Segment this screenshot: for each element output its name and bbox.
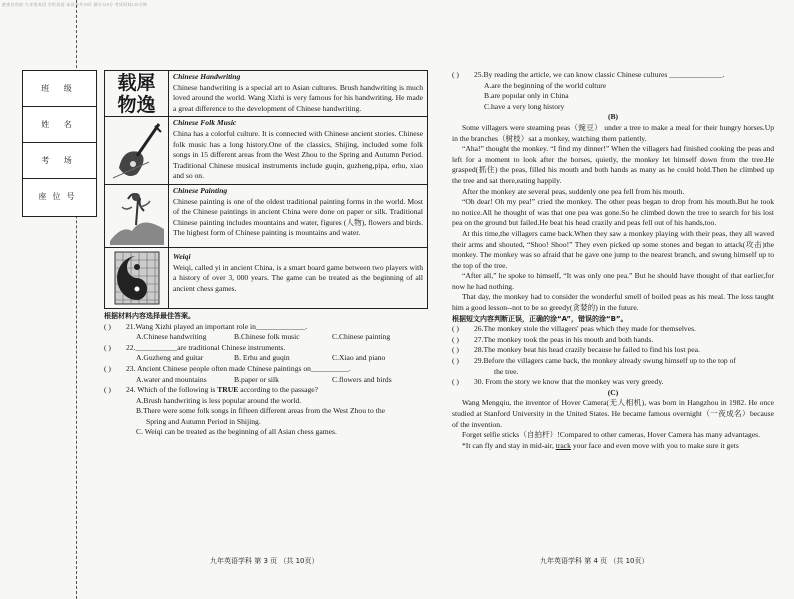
- answer-paren: ( ): [104, 385, 111, 395]
- answer-paren: ( ): [452, 356, 459, 366]
- passage-paragraph: Forget selfie sticks（自拍杆）!Compared to other cameras, Hover Camera has many advantages.: [462, 430, 761, 440]
- question-21: [104, 322, 430, 333]
- question-29: [452, 356, 774, 367]
- section-text: Chinese painting is one of the oldest traditional painting forms in the world. Most of the Chinese paintings in ancient China were done on paper or silk. Traditional Chinese painting includes mountains and water, figures (人物), flowers and birds. The highest form of Chinese painting is mountains and water.: [173, 196, 423, 238]
- passage-paragraph: That day, the monkey had to consider the wonderful smell of boiled peas as his meal. The loss taught him a good lesson--not to be so greedy(贪婪的) in the future.: [452, 292, 774, 313]
- text-part: *It can fly and stay in mid-air,: [462, 440, 556, 450]
- question-24: [104, 385, 430, 396]
- instruction: 根据材料内容选择最佳答案。: [104, 311, 195, 320]
- weiqi-board-image: [105, 248, 169, 308]
- question-text: 23. Ancient Chinese people often made Chinese paintings on__________.: [126, 363, 351, 373]
- question-text: 26.The monkey stole the villagers' peas which they made for themselves.: [474, 324, 696, 334]
- question-text: 22.___________are traditional Chinese instruments.: [126, 342, 286, 352]
- info-name: 姓 名: [23, 107, 96, 143]
- section-text: Chinese handwriting is a special art to Asian cultures. Brush handwriting is much loved around the world. Wang Xizhi is very famous for his handwriting. He made a great difference to the development of Chinese handwriting.: [173, 82, 423, 113]
- passage-paragraph: After the monkey ate several peas, suddenly one pea fell from his mouth.: [462, 186, 685, 196]
- page-3: [104, 70, 430, 438]
- passage-paragraph: Some villagers were steaming peas（豌豆） under a tree to make a meal for their hungry horses.Up in the branches（树枝）sat a monkey, watching them patiently.: [452, 122, 774, 143]
- answer-paren: ( ): [452, 345, 459, 355]
- question-23: [104, 364, 430, 375]
- option: B. Erhu and guqin: [234, 353, 290, 363]
- info-room: 考 场: [23, 143, 96, 179]
- footer-page-3: 九年英语学科 第 3 页 （共 10页）: [210, 557, 319, 565]
- option: B.are popular only in China: [484, 91, 569, 101]
- header-topline: 绝密启用前 九年级英语 学科试卷 本试卷共10页 满分120分 考试时间120分钟: [2, 2, 148, 7]
- table-row: [105, 185, 427, 248]
- section-c-heading: (C): [607, 387, 619, 397]
- option: C.have a very long history: [484, 101, 565, 111]
- culture-table: [104, 70, 428, 309]
- answer-paren: ( ): [452, 334, 459, 344]
- underlined-word: track: [555, 440, 571, 450]
- answer-paren: ( ): [104, 363, 111, 373]
- question-text: 30. From the story we know that the monkey was very greedy.: [474, 377, 664, 387]
- section-title: Weiqi: [173, 251, 191, 261]
- answer-paren: ( ): [452, 70, 459, 79]
- option: C.flowers and birds: [332, 374, 392, 384]
- question-text: 29.Before the villagers came back, the monkey already swung himself up to the top of: [474, 356, 736, 366]
- section-text: Weiqi, called yi in ancient China, is a smart board game between two players with a history of over 3, 000 years. The game can be treated as the beginning of all ancient chess games.: [173, 262, 423, 293]
- option: B.Chinese folk music: [234, 332, 300, 342]
- option: A.are the beginning of the world culture: [484, 80, 607, 90]
- option: C.Chinese painting: [332, 332, 391, 342]
- option-continued: Spring and Autumn Period in Shijing.: [146, 416, 261, 426]
- student-info-box: [22, 70, 97, 217]
- question-emphasis: TRUE: [217, 385, 239, 395]
- section-title: Chinese Painting: [173, 185, 228, 195]
- option: B.paper or silk: [234, 374, 279, 384]
- option: A.Chinese handwriting: [136, 332, 207, 342]
- section-text: China has a colorful culture. It is connected with Chinese ancient stories. Chinese folk music has a long history.One of the classics, Shijing, included some folk songs in 15 different areas from the West Zhou to the Spring and Autumn Period. Traditional Chinese musical instruments include guqin, guzheng,pipa, erhu, xiao and so on.: [173, 128, 423, 181]
- question-text: 27.The monkey took the peas in his mouth and both hands.: [474, 334, 654, 344]
- glyph: 犀: [136, 71, 156, 94]
- glyph: 物: [117, 93, 137, 116]
- passage-paragraph: “Oh dear! Oh my pea!” cried the monkey. The other peas began to drop from his mouth.But he took no notice.All he thought of was that one pea was gone.So he climbed down the tree to search for his lost pea on the ground but failed.He beat his head crazily and peas fell out of his hands,too.: [452, 197, 774, 228]
- options-23: [104, 375, 430, 386]
- option: C. Weiqi can be treated as the beginning of all Asian chess games.: [136, 427, 337, 437]
- calligraphy-image: [105, 71, 169, 116]
- question-22: [104, 343, 430, 354]
- question-30: [452, 377, 774, 388]
- question-text-continued: the tree.: [494, 366, 519, 376]
- question-text-part: 24. Which of the following is: [126, 385, 218, 395]
- section-title: Chinese Folk Music: [173, 118, 237, 128]
- page-4: [452, 70, 774, 451]
- footer-page-4: 九年英语学科 第 4 页 （共 10页）: [540, 557, 649, 565]
- question-25: [452, 70, 774, 81]
- question-text: 28.The monkey beat his head crazily because he failed to find his lost pea.: [474, 345, 700, 355]
- question-28: [452, 345, 774, 356]
- painting-image: [105, 185, 169, 247]
- option: A.water and mountains: [136, 374, 207, 384]
- glyph: 载: [117, 71, 137, 94]
- table-row: [105, 117, 427, 185]
- question-27: [452, 335, 774, 346]
- question-26: [452, 324, 774, 335]
- question-text: [126, 385, 430, 396]
- question-text: 21.Wang Xizhi played an important role in_____________.: [126, 321, 308, 331]
- text-part: your face and even move with you to make sure it gets: [570, 440, 739, 450]
- answer-paren: ( ): [104, 342, 111, 352]
- option: B.There were some folk songs in fifteen different areas from the West Zhou to the: [136, 406, 385, 416]
- option: A.Guzheng and guitar: [136, 353, 204, 363]
- answer-paren: ( ): [452, 324, 459, 334]
- passage-paragraph: “Aha!” thought the monkey. “I find my dinner!” When the villagers had finished cooking the peas and left for a moment to look after the horses, quietly, the monkey let himself down from the tree.He grasped(抓住) the peas, filled his mouth and both hands as many as he could hold.Then he climbed up the tree and sat there,eating happily.: [452, 144, 774, 185]
- info-class: 班 级: [23, 71, 96, 107]
- question-text-part: according to the passage?: [238, 385, 318, 395]
- pipa-image: [105, 117, 169, 184]
- answer-paren: ( ): [104, 321, 111, 331]
- passage-paragraph: At this time,the villagers came back.When they saw a monkey playing with their peas, they all waved their arms and shouted, “Shoo! Shoo!” They even picked up some stones and began to attack(攻击)the monkey. The monkey was so afraid that he gave one jump to the nearest branch, and swung himself up to the top of the tree.: [452, 228, 774, 270]
- section-title: Chinese Handwriting: [173, 72, 241, 81]
- option: A.Brush handwriting is less popular around the world.: [136, 395, 302, 405]
- passage-paragraph: [452, 441, 774, 452]
- table-row: [105, 71, 427, 117]
- question-text: 25.By reading the article, we can know classic Chinese cultures ______________.: [474, 70, 725, 79]
- options-21: [104, 332, 430, 343]
- options-22: [104, 353, 430, 364]
- section-b-heading: (B): [607, 112, 619, 122]
- passage-paragraph: Wang Mengqiu, the inventor of Hover Camera(无人相机), was born in Hangzhou in 1982. He once studied at Stanford University in the United States. He became famous overnight（一夜成名）because of the invention.: [452, 398, 774, 429]
- instruction: 根据短文内容判断正误，正确的涂“A”，错误的涂“B”。: [452, 314, 628, 323]
- passage-paragraph: “After all,” he spoke to himself, “It was only one pea.” But he should have thought of that earlier,for now he had nothing.: [452, 271, 774, 291]
- table-row: [105, 248, 427, 308]
- answer-paren: ( ): [452, 377, 459, 387]
- info-seat: 座位号: [38, 192, 81, 201]
- glyph: 逸: [136, 93, 156, 116]
- option: C.Xiao and piano: [332, 353, 386, 363]
